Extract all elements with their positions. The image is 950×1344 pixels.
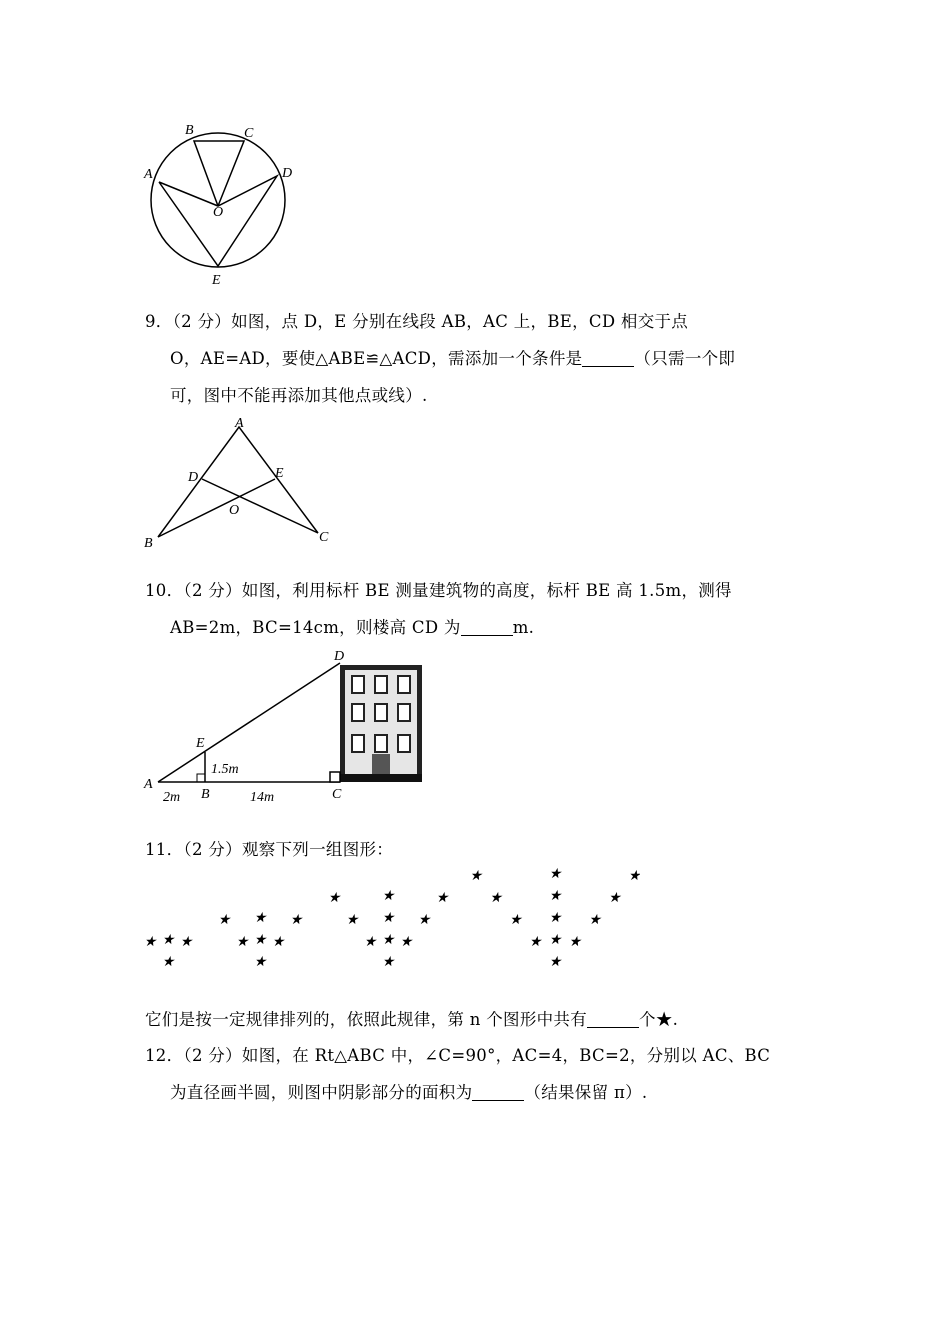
label-bc-length: 14m [250, 790, 275, 805]
star-fig3-2: ★ [381, 933, 395, 948]
star-fig4-7: ★ [588, 913, 601, 928]
q9-number: 9． [145, 312, 173, 331]
label-b: B [144, 536, 153, 551]
star-fig1-2: ★ [161, 933, 175, 948]
question-10 [145, 572, 815, 646]
right-angle-b [197, 774, 205, 782]
q12-score: （2 分） [183, 1046, 242, 1065]
star-fig1-4: ★ [179, 935, 193, 950]
star-fig4-6: ★ [509, 913, 522, 928]
q9-line2a: O，AE=AD，要使△ABE≌△ACD，需添加一个条件是 [170, 349, 583, 368]
label-a: A [144, 167, 153, 182]
question-11-continued [145, 1001, 815, 1038]
star-fig2-2: ★ [253, 933, 267, 948]
label-o: O [229, 503, 240, 518]
label-e: E [275, 466, 284, 481]
circle-figure [140, 120, 300, 290]
q9-answer-blank [582, 350, 634, 368]
label-a: A [235, 416, 244, 431]
right-angle-c [330, 772, 340, 782]
star-fig3-9: ★ [327, 891, 341, 906]
star-fig2-6: ★ [217, 913, 231, 928]
q12-line1: 如图，在 Rt△ABC 中，∠C=90°，AC=4，BC=2，分别以 AC、BC [241, 1046, 771, 1065]
star-fig3-1: ★ [381, 955, 395, 970]
star-fig3-4: ★ [399, 935, 413, 950]
q12-number: 12． [145, 1046, 184, 1065]
star-fig1-1: ★ [161, 955, 175, 970]
label-e: E [212, 273, 221, 288]
star-fig2-7: ★ [289, 913, 303, 928]
q11-answer-blank [587, 1011, 639, 1029]
q12-line2a: 为直径画半圆，则图中阴影部分的面积为 [170, 1083, 473, 1102]
star-fig3-8: ★ [381, 889, 395, 904]
question-9 [145, 303, 815, 414]
star-fig4-5: ★ [548, 911, 562, 926]
q10-line1: 如图，利用标杆 BE 测量建筑物的高度，标杆 BE 高 1.5m，测得 [241, 581, 732, 600]
q9-line3: 可，图中不能再添加其他点或线）. [170, 386, 428, 405]
star-fig4-1: ★ [548, 955, 562, 970]
star-fig4-11: ★ [548, 868, 562, 882]
sight-line [158, 663, 340, 782]
q9-line1: 如图，点 D，E 分别在线段 AB，AC 上，BE，CD 相交于点 [231, 312, 689, 331]
segment-be [158, 479, 275, 537]
question-12 [145, 1037, 815, 1111]
star-fig4-4: ★ [568, 935, 582, 950]
q9-line2b: （只需一个即 [634, 349, 736, 368]
star-fig2-5: ★ [253, 911, 267, 926]
label-pole-height: 1.5m [211, 762, 239, 777]
star-fig4-2: ★ [548, 933, 562, 948]
q11-number: 11． [145, 840, 184, 859]
star-fig3-10: ★ [435, 891, 449, 906]
star-fig2-4: ★ [271, 935, 285, 950]
q9-figure [140, 415, 340, 555]
building [340, 665, 422, 782]
label-d: D [188, 470, 199, 485]
label-c: C [244, 126, 254, 141]
q10-line2a: AB=2m，BC=14cm，则楼高 CD 为 [170, 618, 461, 637]
q11-line2a: 它们是按一定规律排列的，依照此规律，第 n 个图形中共有 [145, 1010, 588, 1029]
star-fig4-9: ★ [489, 891, 502, 906]
q11-line1: 观察下列一组图形： [241, 840, 394, 859]
label-ab-length: 2m [163, 790, 181, 805]
q10-score: （2 分） [183, 581, 242, 600]
q9-score: （2 分） [172, 312, 232, 331]
q10-number: 10． [145, 581, 184, 600]
star-fig2-1: ★ [253, 955, 267, 970]
star-fig3-5: ★ [381, 911, 395, 926]
q12-answer-blank [472, 1084, 524, 1102]
label-d: D [334, 649, 345, 664]
star-fig4-8: ★ [548, 889, 562, 904]
label-d: D [282, 166, 293, 181]
label-c: C [332, 787, 342, 802]
triangle-abc [158, 427, 318, 537]
q10-line2b: m. [512, 618, 535, 637]
question-11 [145, 831, 815, 868]
label-b: B [185, 123, 194, 138]
star-fig3-7: ★ [417, 913, 431, 928]
label-c: C [319, 530, 329, 545]
star-fig1-3: ★ [143, 935, 157, 950]
q10-answer-blank [461, 619, 513, 637]
q11-line2b: 个★. [639, 1010, 679, 1029]
label-a: A [144, 777, 153, 792]
star-fig4-3: ★ [528, 935, 542, 950]
star-fig2-3: ★ [235, 935, 249, 950]
q12-line2b: （结果保留 π）. [524, 1083, 648, 1102]
star-fig4-13: ★ [627, 869, 640, 884]
star-fig4-12: ★ [469, 869, 483, 884]
label-o: O [213, 205, 224, 220]
star-fig4-10: ★ [608, 891, 621, 906]
q11-score: （2 分） [183, 840, 242, 859]
q10-figure [140, 646, 430, 806]
star-fig3-3: ★ [363, 935, 377, 950]
label-b: B [201, 787, 210, 802]
star-pattern-figure [140, 868, 640, 983]
star-fig3-6: ★ [345, 913, 359, 928]
label-e: E [196, 736, 205, 751]
